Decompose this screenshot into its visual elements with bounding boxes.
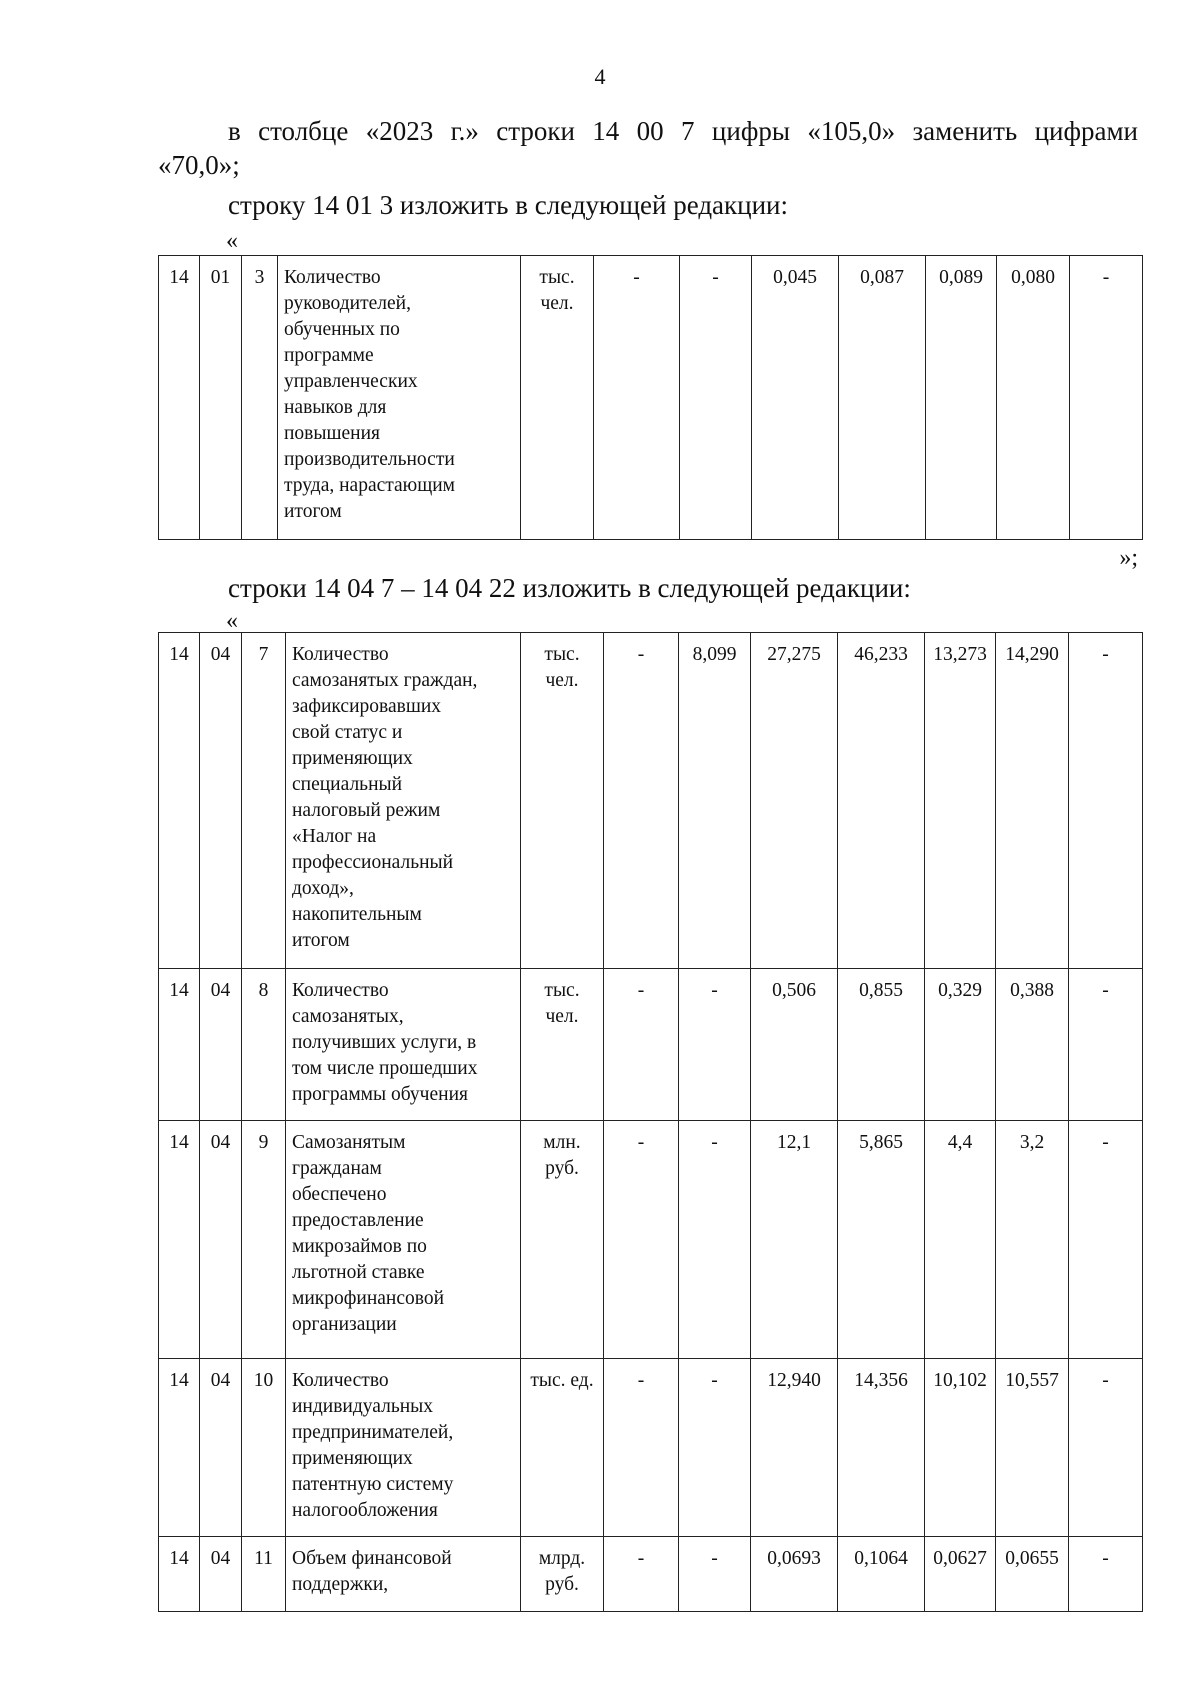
- value-cell: -: [680, 256, 752, 540]
- cell-text-line: тыс.: [539, 267, 575, 288]
- value-cell: 14,290: [996, 633, 1069, 969]
- value-cell: 0,0693: [751, 1537, 838, 1612]
- cell-text-line: чел.: [545, 670, 579, 691]
- subsection-code-cell: 04: [200, 1121, 242, 1359]
- value-cell: 0,045: [752, 256, 839, 540]
- subsection-code-cell: 01: [200, 256, 242, 540]
- value-cell: -: [679, 1537, 751, 1612]
- value-cell: 0,1064: [838, 1537, 925, 1612]
- cell-text-line: тыс.: [544, 644, 580, 665]
- indicator-table-rows-14-04: [158, 632, 1143, 1612]
- cell-text-line: доход»,: [292, 878, 354, 899]
- unit-cell: [521, 256, 594, 540]
- cell-text-line: самозанятых граждан,: [292, 670, 478, 691]
- subsection-code-cell: 04: [200, 1537, 242, 1612]
- cell-text-line: Самозанятым: [292, 1132, 406, 1153]
- indicator-name-cell: [278, 256, 521, 540]
- indicator-number-cell: 11: [242, 1537, 286, 1612]
- cell-text-line: чел.: [540, 293, 574, 314]
- unit-cell: [521, 1537, 604, 1612]
- cell-text-line: налогообложения: [292, 1500, 438, 1521]
- cell-text-line: самозанятых,: [292, 1006, 404, 1027]
- closing-quote-mark: »;: [1119, 545, 1138, 571]
- cell-text-line: итогом: [284, 501, 342, 522]
- page-number: 4: [594, 64, 606, 89]
- value-cell: 8,099: [679, 633, 751, 969]
- cell-text-line: Количество: [292, 1370, 389, 1391]
- indicator-number-cell: 9: [242, 1121, 286, 1359]
- cell-text-line: специальный: [292, 774, 403, 795]
- value-cell: 0,388: [996, 969, 1069, 1121]
- value-cell: -: [604, 1121, 679, 1359]
- value-cell: 13,273: [925, 633, 996, 969]
- section-code-cell: 14: [159, 256, 200, 540]
- indicator-number-cell: 8: [242, 969, 286, 1121]
- indicator-name-cell: [286, 1537, 521, 1612]
- value-cell: 5,865: [838, 1121, 925, 1359]
- opening-quote-mark: «: [226, 228, 238, 254]
- cell-text-line: накопительным: [292, 904, 422, 925]
- cell-text-line: программы обучения: [292, 1084, 468, 1105]
- value-cell: 0,506: [751, 969, 838, 1121]
- cell-text-line: поддержки,: [292, 1574, 389, 1595]
- cell-text-line: Объем финансовой: [292, 1548, 452, 1569]
- opening-quote-mark: «: [226, 608, 238, 634]
- paragraph-row-14-01-3-intro: строку 14 01 3 изложить в следующей редакции:: [228, 190, 789, 220]
- cell-text-line: тыс. ед.: [530, 1370, 594, 1391]
- value-cell: 12,940: [751, 1359, 838, 1537]
- cell-text-line: гражданам: [292, 1158, 382, 1179]
- indicator-table-row-14-01-3: [158, 255, 1143, 540]
- value-cell: -: [604, 969, 679, 1121]
- cell-text-line: индивидуальных: [292, 1396, 434, 1417]
- table-row: [159, 1537, 1143, 1612]
- cell-text-line: льготной ставке: [292, 1262, 425, 1283]
- section-code-cell: 14: [159, 1537, 200, 1612]
- value-cell: 0,080: [997, 256, 1070, 540]
- cell-text-line: млн.: [543, 1132, 581, 1153]
- cell-text-line: программе: [284, 345, 374, 366]
- subsection-code-cell: 04: [200, 633, 242, 969]
- cell-text-line: управленческих: [284, 371, 418, 392]
- value-cell: 0,855: [838, 969, 925, 1121]
- value-cell: -: [1070, 256, 1143, 540]
- section-code-cell: 14: [159, 633, 200, 969]
- section-code-cell: 14: [159, 1359, 200, 1537]
- cell-text-line: навыков для: [284, 397, 387, 418]
- unit-cell: [521, 969, 604, 1121]
- cell-text-line: патентную систему: [292, 1474, 454, 1495]
- value-cell: -: [1069, 1121, 1143, 1359]
- cell-text-line: предоставление: [292, 1210, 424, 1231]
- cell-text-line: свой статус и: [292, 722, 403, 743]
- value-cell: 12,1: [751, 1121, 838, 1359]
- paragraph-column-2023-replacement-continued: «70,0»;: [158, 150, 240, 180]
- cell-text-line: получивших услуги, в: [292, 1032, 477, 1053]
- value-cell: -: [679, 1121, 751, 1359]
- indicator-name-cell: [286, 1121, 521, 1359]
- cell-text-line: зафиксировавших: [292, 696, 442, 717]
- cell-text-line: применяющих: [292, 748, 413, 769]
- cell-text-line: руб.: [545, 1574, 579, 1595]
- cell-text-line: производительности: [284, 449, 455, 470]
- cell-text-line: тыс.: [544, 980, 580, 1001]
- cell-text-line: труда, нарастающим: [284, 475, 456, 496]
- table-row: [159, 633, 1143, 969]
- value-cell: -: [1069, 633, 1143, 969]
- cell-text-line: Количество: [292, 644, 389, 665]
- value-cell: 46,233: [838, 633, 925, 969]
- cell-text-line: млрд.: [538, 1548, 586, 1569]
- table-row: [159, 256, 1143, 540]
- value-cell: -: [1069, 969, 1143, 1121]
- unit-cell: [521, 1121, 604, 1359]
- table-row: [159, 969, 1143, 1121]
- cell-text-line: обученных по: [284, 319, 400, 340]
- value-cell: 27,275: [751, 633, 838, 969]
- value-cell: 4,4: [925, 1121, 996, 1359]
- section-code-cell: 14: [159, 969, 200, 1121]
- paragraph-rows-14-04-7-22-intro: строки 14 04 7 – 14 04 22 изложить в следующей редакции:: [228, 573, 911, 603]
- indicator-number-cell: 3: [242, 256, 278, 540]
- cell-text-line: чел.: [545, 1006, 579, 1027]
- value-cell: -: [594, 256, 680, 540]
- cell-text-line: руководителей,: [284, 293, 411, 314]
- subsection-code-cell: 04: [200, 969, 242, 1121]
- paragraph-column-2023-replacement: в столбце «2023 г.» строки 14 00 7 цифры «105,0» заменить цифрами: [228, 116, 1138, 146]
- cell-text-line: организации: [292, 1314, 397, 1335]
- cell-text-line: Количество: [284, 267, 381, 288]
- cell-text-line: микрозаймов по: [292, 1236, 427, 1257]
- cell-text-line: обеспечено: [292, 1184, 387, 1205]
- cell-text-line: Количество: [292, 980, 389, 1001]
- value-cell: 0,329: [925, 969, 996, 1121]
- indicator-name-cell: [286, 633, 521, 969]
- table-row: [159, 1359, 1143, 1537]
- cell-text-line: итогом: [292, 930, 350, 951]
- indicator-number-cell: 7: [242, 633, 286, 969]
- unit-cell: [521, 1359, 604, 1537]
- cell-text-line: предпринимателей,: [292, 1422, 454, 1443]
- cell-text-line: налоговый режим: [292, 800, 441, 821]
- cell-text-line: том числе прошедших: [292, 1058, 478, 1079]
- value-cell: -: [1069, 1537, 1143, 1612]
- value-cell: 0,089: [926, 256, 997, 540]
- cell-text-line: микрофинансовой: [292, 1288, 445, 1309]
- value-cell: -: [1069, 1359, 1143, 1537]
- cell-text-line: профессиональный: [292, 852, 454, 873]
- value-cell: -: [604, 1537, 679, 1612]
- value-cell: 10,102: [925, 1359, 996, 1537]
- cell-text-line: «Налог на: [292, 826, 377, 847]
- indicator-name-cell: [286, 969, 521, 1121]
- value-cell: 0,0655: [996, 1537, 1069, 1612]
- value-cell: 0,0627: [925, 1537, 996, 1612]
- value-cell: 3,2: [996, 1121, 1069, 1359]
- value-cell: 14,356: [838, 1359, 925, 1537]
- value-cell: -: [604, 1359, 679, 1537]
- indicator-number-cell: 10: [242, 1359, 286, 1537]
- value-cell: 10,557: [996, 1359, 1069, 1537]
- value-cell: -: [679, 1359, 751, 1537]
- cell-text-line: руб.: [545, 1158, 579, 1179]
- value-cell: -: [679, 969, 751, 1121]
- cell-text-line: применяющих: [292, 1448, 413, 1469]
- table-row: [159, 1121, 1143, 1359]
- cell-text-line: повышения: [284, 423, 381, 444]
- value-cell: -: [604, 633, 679, 969]
- unit-cell: [521, 633, 604, 969]
- section-code-cell: 14: [159, 1121, 200, 1359]
- value-cell: 0,087: [839, 256, 926, 540]
- indicator-name-cell: [286, 1359, 521, 1537]
- subsection-code-cell: 04: [200, 1359, 242, 1537]
